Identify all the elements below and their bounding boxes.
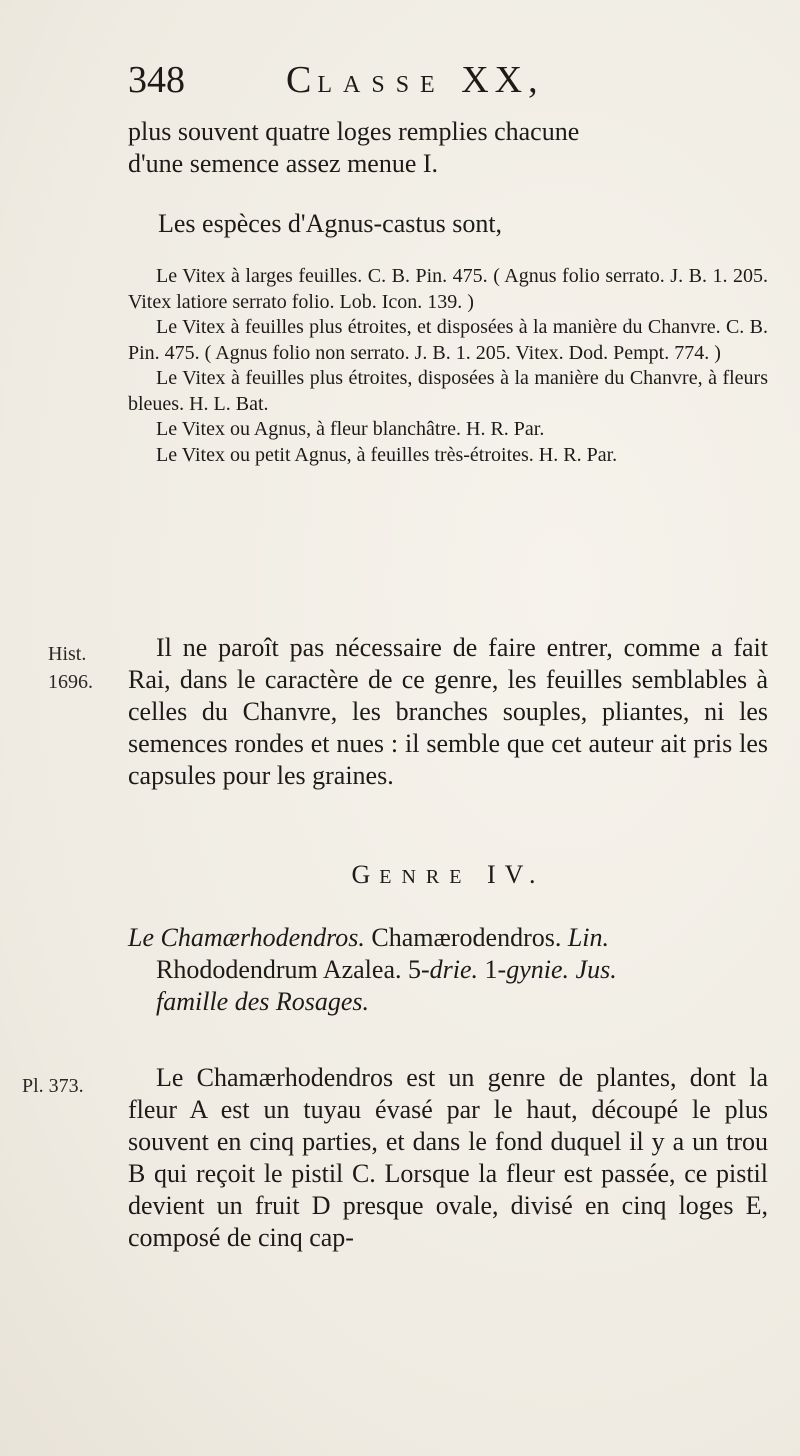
genus-roman-name: Chamærodendros. (371, 923, 562, 952)
page-header (128, 58, 768, 102)
species-item: Le Vitex à feuilles plus étroites, disposées à la manière du Chanvre, à fleurs bleues. H. L. Bat. (128, 367, 768, 415)
paragraph-rai-text: Il ne paroît pas nécessaire de faire entrer, comme a fait Rai, dans le caractère de ce genre, les feuilles semblables à celles du Chanvre, les branches souples, pliantes, ni les semences rondes et nues : il semble que cet auteur ait pris les capsules pour les graines. (128, 633, 768, 790)
intro-line-1: plus souvent quatre loges remplies chacune (128, 117, 580, 146)
species-item: Le Vitex à larges feuilles. C. B. Pin. 475. ( Agnus folio serrato. J. B. 1. 205. Vitex latiore serrato folio. Lob. Icon. 139. ) (128, 265, 768, 313)
genre-initial: G (351, 860, 380, 889)
margin-note-hist (48, 640, 93, 696)
genre-rest: ENRE (379, 866, 472, 888)
running-title-initial: C (286, 59, 318, 101)
genus-famille: famille des Rosages. (156, 987, 370, 1016)
margin-note-pl: Pl. 373. (22, 1075, 84, 1097)
margin-note-hist-label: Hist. (48, 643, 87, 665)
genus-jus: Jus. (575, 955, 617, 984)
genus-description (128, 1062, 768, 1254)
page-number: 348 (128, 59, 185, 101)
genus-names-line-3 (128, 986, 768, 1018)
intro-line-2: d'une semence assez menue I. (128, 149, 439, 178)
intro-text (128, 116, 768, 180)
genus-gynie-prefix: 1- (478, 955, 507, 984)
genre-heading (128, 860, 768, 890)
running-title-rest: LASSE (317, 72, 446, 98)
species-item: Le Vitex ou petit Agnus, à feuilles très-étroites. H. R. Par. (156, 443, 618, 466)
species-heading: Les espèces d'Agnus-castus sont, (158, 209, 503, 238)
running-title (286, 58, 544, 107)
genus-gynie: gynie. (506, 955, 570, 984)
genus-description-text: Le Chamærhodendros est un genre de plantes, dont la fleur A est un tuyau évasé par le haut, découpé le plus souvent en cinq parties, et dans le fond duquel il y a un trou B qui reçoit le pistil C. Lorsque la fleur est passée, ce pistil devient un fruit D presque ovale, divisé en cinq loges E, composé de cinq cap- (128, 1063, 768, 1252)
margin-note-hist-year: 1696. (48, 671, 93, 693)
genus-drie: drie. (429, 955, 479, 984)
species-item: Le Vitex ou Agnus, à fleur blanchâtre. H. R. Par. (156, 418, 545, 440)
genus-names-line-1 (128, 922, 768, 954)
genus-lin: Lin. (567, 923, 610, 952)
genus-rhododendrum: Rhododendrum Azalea. 5- (156, 955, 430, 984)
genus-names-line-2 (128, 954, 768, 986)
genre-number: IV. (486, 860, 545, 889)
running-title-number: XX, (461, 59, 544, 101)
genus-names (128, 922, 768, 1018)
paragraph-rai (128, 632, 768, 792)
species-item: Le Vitex à feuilles plus étroites, et disposées à la manière du Chanvre. C. B. Pin. 475. ( Agnus folio non serrato. J. B. 1. 205. Vitex. Dod. Pempt. 774. ) (128, 316, 768, 364)
genus-italic-name: Le Chamærhodendros. (128, 923, 365, 952)
species-list (128, 264, 768, 468)
